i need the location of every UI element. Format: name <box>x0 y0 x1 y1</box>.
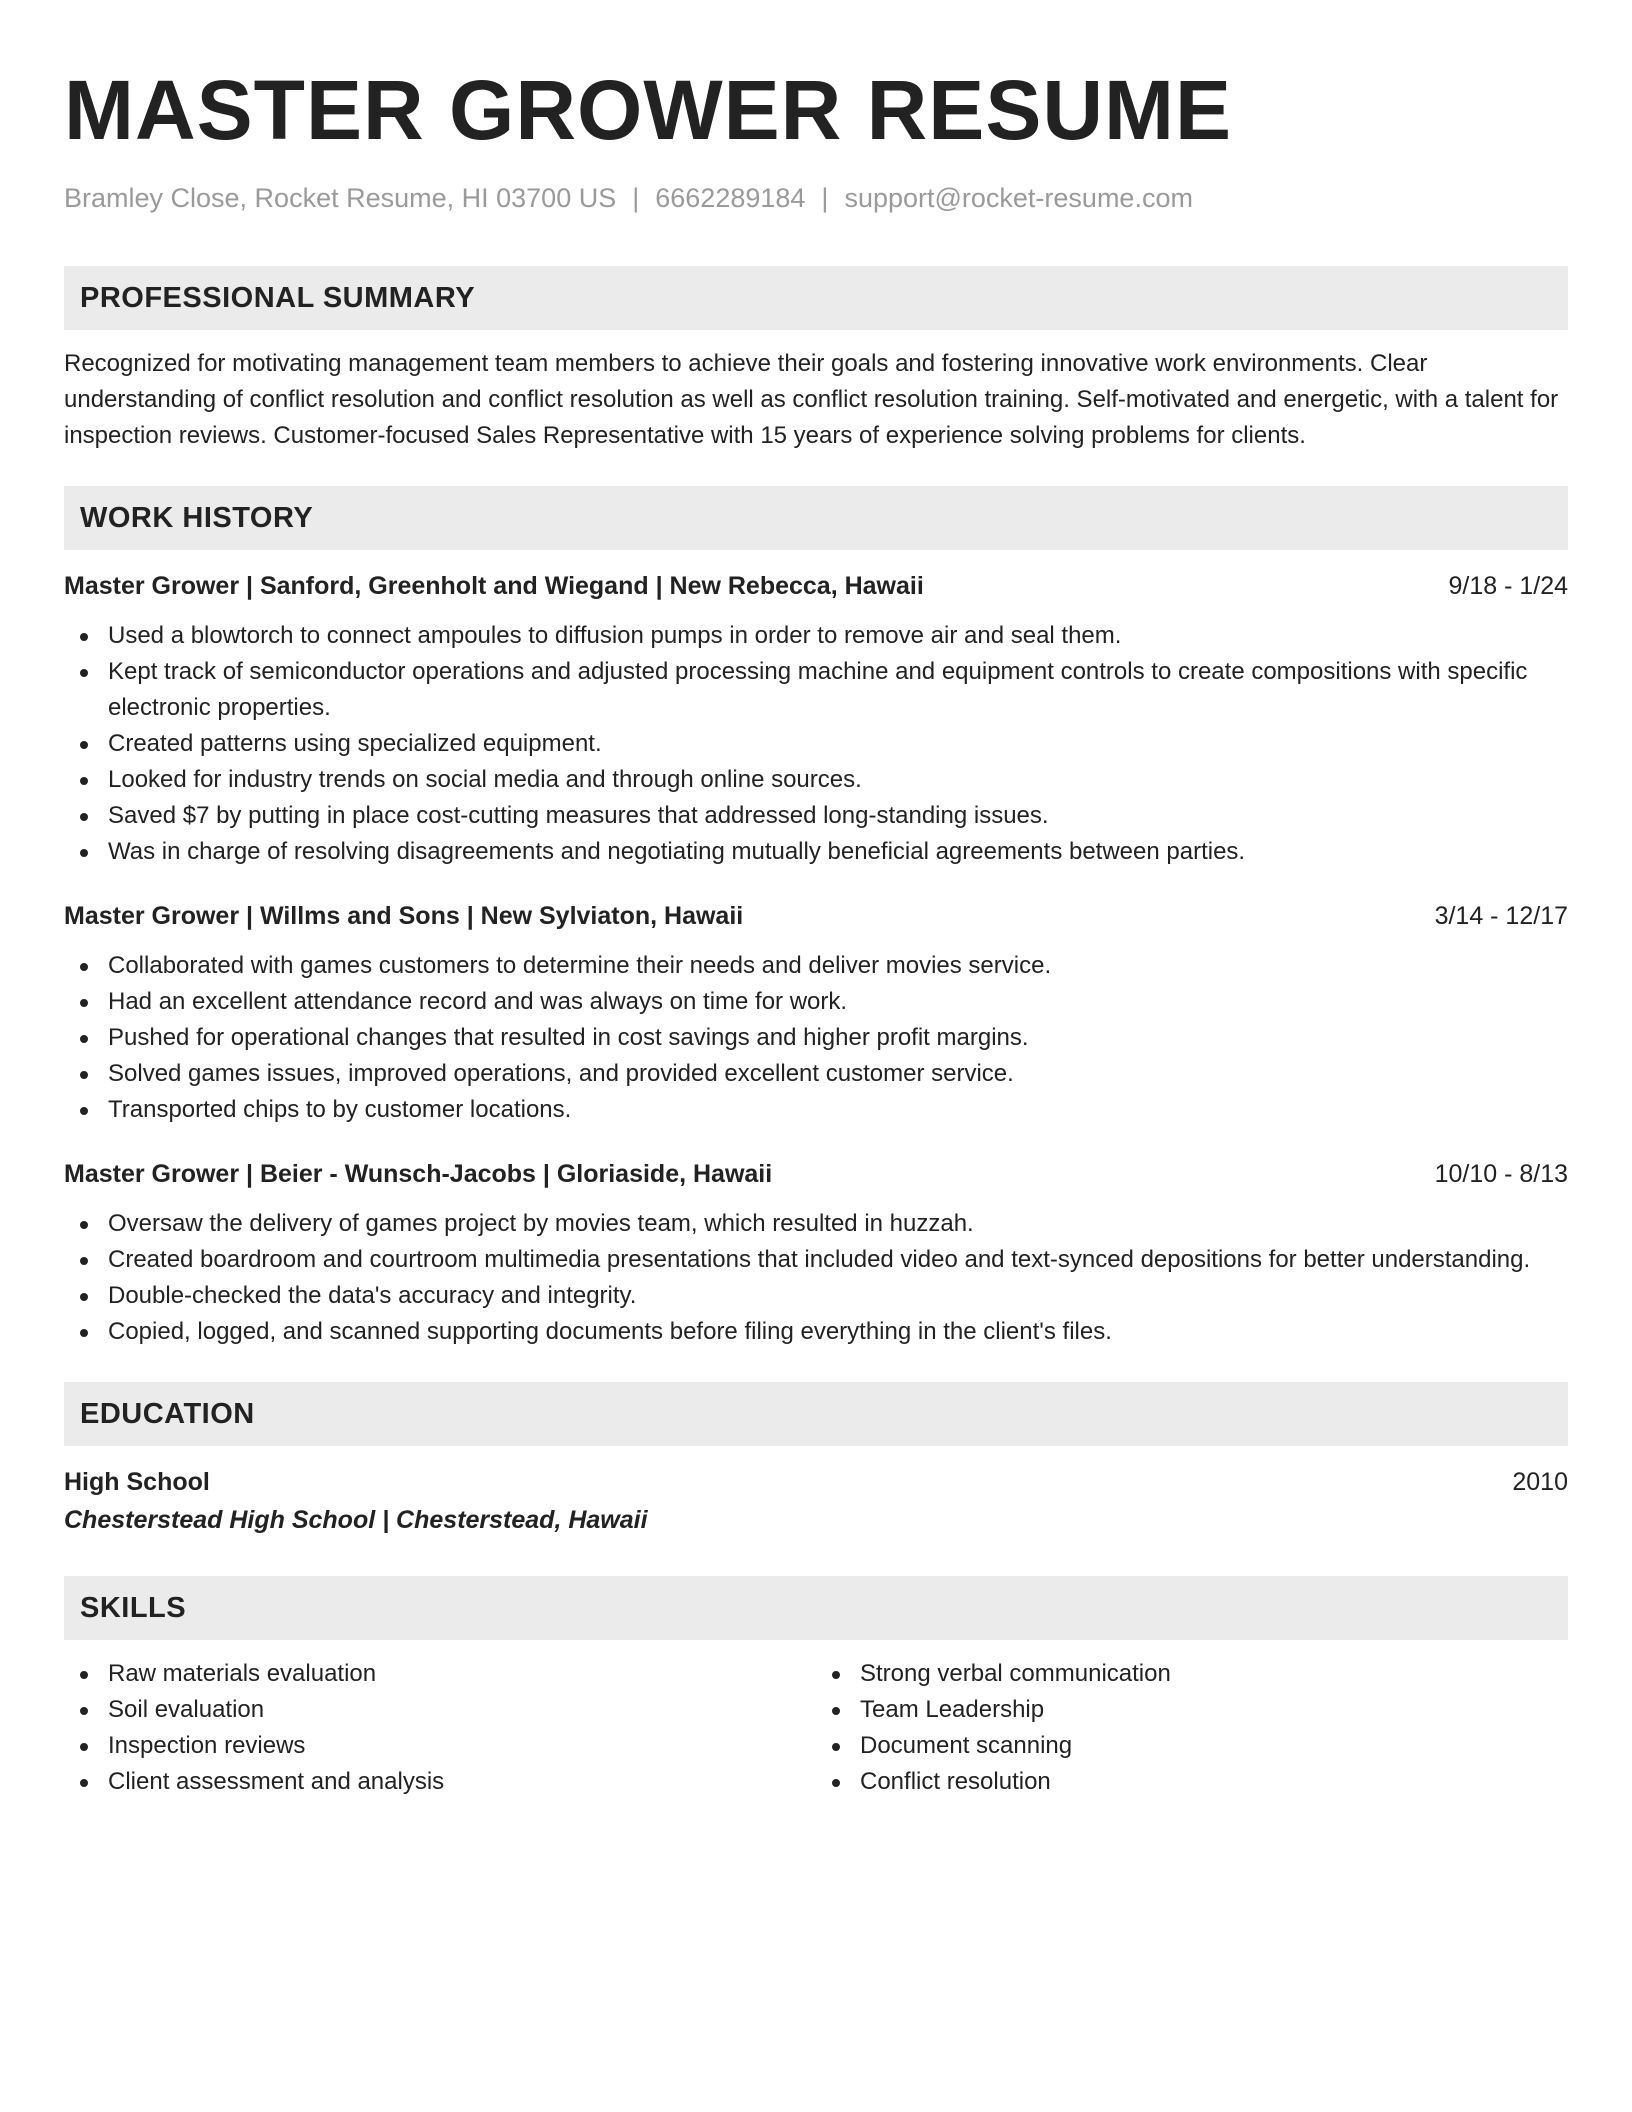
job-bullet: Kept track of semiconductor operations and adjusted processing machine and equipment controls to create compositions with specific electronic properties. <box>64 654 1568 726</box>
job-entry <box>64 898 1568 1128</box>
job-header <box>64 568 1568 604</box>
contact-line <box>64 180 1568 216</box>
skill-item: Conflict resolution <box>816 1764 1568 1800</box>
job-bullet: Transported chips to by customer locations. <box>64 1092 1568 1128</box>
job-bullet: Used a blowtorch to connect ampoules to diffusion pumps in order to remove air and seal them. <box>64 618 1568 654</box>
contact-phone: 6662289184 <box>655 183 806 213</box>
job-entry <box>64 1156 1568 1350</box>
job-bullet: Copied, logged, and scanned supporting documents before filing everything in the client's files. <box>64 1314 1568 1350</box>
job-entry <box>64 568 1568 870</box>
job-header <box>64 1156 1568 1192</box>
job-bullets <box>64 618 1568 870</box>
job-bullet: Saved $7 by putting in place cost-cutting measures that addressed long-standing issues. <box>64 798 1568 834</box>
skill-item: Inspection reviews <box>64 1728 816 1764</box>
contact-separator: | <box>821 183 829 213</box>
job-bullet: Looked for industry trends on social media and through online sources. <box>64 762 1568 798</box>
skill-item: Client assessment and analysis <box>64 1764 816 1800</box>
job-header <box>64 898 1568 934</box>
contact-separator: | <box>632 183 640 213</box>
job-bullet: Double-checked the data's accuracy and integrity. <box>64 1278 1568 1314</box>
job-dates: 9/18 - 1/24 <box>1448 572 1568 600</box>
section-heading-skills: SKILLS <box>64 1576 1568 1640</box>
contact-address: Bramley Close, Rocket Resume, HI 03700 US <box>64 183 617 213</box>
skill-item: Soil evaluation <box>64 1692 816 1728</box>
skill-item: Strong verbal communication <box>816 1656 1568 1692</box>
skill-item: Team Leadership <box>816 1692 1568 1728</box>
job-bullet: Pushed for operational changes that resulted in cost savings and higher profit margins. <box>64 1020 1568 1056</box>
contact-email: support@rocket-resume.com <box>844 183 1193 213</box>
job-title: Master Grower | Beier - Wunsch-Jacobs | Gloriaside, Hawaii <box>64 1160 773 1188</box>
job-title: Master Grower | Sanford, Greenholt and Wiegand | New Rebecca, Hawaii <box>64 572 924 600</box>
education-school: Chesterstead High School | Chesterstead, Hawaii <box>64 1506 648 1534</box>
job-bullet: Created patterns using specialized equipment. <box>64 726 1568 762</box>
education-entry <box>64 1464 1568 1500</box>
education-year: 2010 <box>1512 1468 1568 1496</box>
job-title: Master Grower | Willms and Sons | New Sylviaton, Hawaii <box>64 902 744 930</box>
job-bullets <box>64 948 1568 1128</box>
skills-column-left <box>64 1656 816 1800</box>
skills-list <box>816 1656 1568 1800</box>
section-heading-summary: PROFESSIONAL SUMMARY <box>64 266 1568 330</box>
job-bullet: Oversaw the delivery of games project by movies team, which resulted in huzzah. <box>64 1206 1568 1242</box>
section-heading-education: EDUCATION <box>64 1382 1568 1446</box>
skill-item: Raw materials evaluation <box>64 1656 816 1692</box>
job-bullet: Solved games issues, improved operations, and provided excellent customer service. <box>64 1056 1568 1092</box>
job-dates: 10/10 - 8/13 <box>1434 1160 1568 1188</box>
summary-text: Recognized for motivating management team members to achieve their goals and fostering innovative work environments. Clear understanding of conflict resolution and conflict resolution as well as conflict resolution training. Self-motivated and energetic, with a talent for inspection reviews. Customer-focused Sales Representative with 15 years of experience solving problems for clients. <box>64 350 1559 449</box>
job-dates: 3/14 - 12/17 <box>1434 902 1568 930</box>
job-bullet: Was in charge of resolving disagreements and negotiating mutually beneficial agreements between parties. <box>64 834 1568 870</box>
skill-item: Document scanning <box>816 1728 1568 1764</box>
skills-grid <box>64 1656 1568 1800</box>
section-heading-work-history: WORK HISTORY <box>64 486 1568 550</box>
skills-list <box>64 1656 816 1800</box>
job-bullet: Created boardroom and courtroom multimedia presentations that included video and text-synced depositions for better understanding. <box>64 1242 1568 1278</box>
education-degree: High School <box>64 1468 210 1496</box>
job-bullets <box>64 1206 1568 1350</box>
job-bullet: Collaborated with games customers to determine their needs and deliver movies service. <box>64 948 1568 984</box>
job-bullet: Had an excellent attendance record and was always on time for work. <box>64 984 1568 1020</box>
resume-title: MASTER GROWER RESUME <box>64 63 1233 157</box>
skills-column-right <box>816 1656 1568 1800</box>
